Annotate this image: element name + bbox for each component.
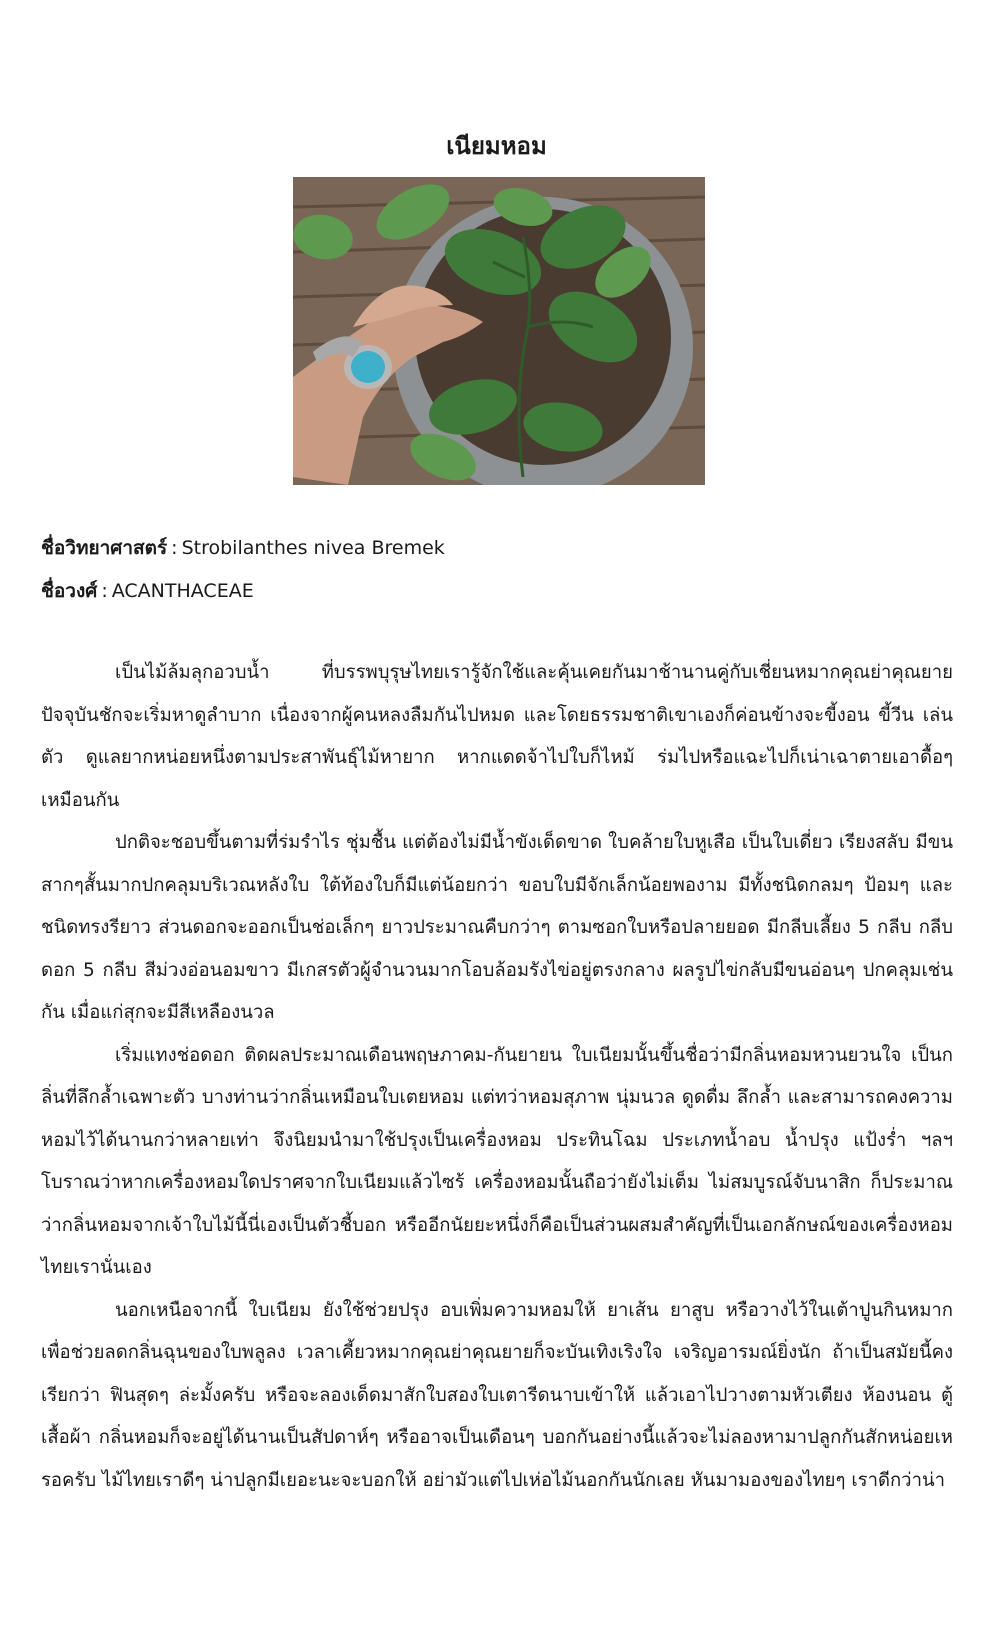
family-name-row xyxy=(41,570,961,613)
scientific-name-row xyxy=(41,527,961,570)
page-title: เนียมหอม xyxy=(446,132,547,160)
paragraph: เริ่มแทงช่อดอก ติดผลประมาณเดือนพฤษภาคม-กันยายน ใบเนียมนั้นขึ้นชื่อว่ามีกลิ่นหอมหวนยวนใจ เป็นกลิ่นที่ลึกล้ำเฉพาะตัว บางท่านว่ากลิ่นเหมือนใบเตยหอม แต่ทว่าหอมสุภาพ นุ่มนวล ดูดดื่ม ลึกล้ำ และสามารถคงความหอมไว้ได้นานกว่าหลายเท่า จึงนิยมนำมาใช้ปรุงเป็นเครื่องหอม ประทินโฉม ประเภทน้ำอบ น้ำปรุง แป้งร่ำ ฯลฯ โบราณว่าหากเครื่องหอมใดปราศจากใบเนียมแล้วไซร้ เครื่องหอมนั้นถือว่ายังไม่เต็ม ไม่สมบูรณ์จับนาสิก ก็ประมาณว่ากลิ่นหอมจากเจ้าใบไม้นี้นี่เองเป็นตัวชี้บอก หรืออีกนัยยะหนึ่งก็คือเป็นส่วนผสมสำคัญที่เป็นเอกลักษณ์ของเครื่องหอมไทยเรานั่นเอง xyxy=(41,1044,953,1278)
paragraph: ปกติจะชอบขึ้นตามที่ร่มรำไร ชุ่มชื้น แต่ต้องไม่มีน้ำขังเด็ดขาด ใบคล้ายใบหูเสือ เป็นใบเดี่ยว เรียงสลับ มีขนสากๆสั้นมากปกคลุมบริเวณหลังใบ ใต้ท้องใบก็มีแต่น้อยกว่า ขอบใบมีจักเล็กน้อยพองาม มีทั้งชนิดกลมๆ ป้อมๆ และชนิดทรงรียาว ส่วนดอกจะออกเป็นช่อเล็กๆ ยาวประมาณคืบกว่าๆ ตามซอกใบหรือปลายยอด มีกลีบเลี้ยง 5 กลีบ กลีบดอก 5 กลีบ สีม่วงอ่อนอมขาว มีเกสรตัวผู้จำนวนมากโอบล้อมรังไข่อยู่ตรงกลาง ผลรูปไข่กลับมีขนอ่อนๆ ปกคลุมเช่นกัน เมื่อแก่สุกจะมีสีเหลืองนวล xyxy=(41,832,953,1023)
family-name-label: ชื่อวงศ์ xyxy=(41,580,98,602)
herb-photo-icon xyxy=(293,177,705,485)
plant-info xyxy=(41,527,961,613)
scientific-name-value: Strobilanthes nivea Bremek xyxy=(181,537,445,559)
herb-photo xyxy=(293,177,705,485)
scientific-name-separator: : xyxy=(171,537,178,559)
paragraph: เป็นไม้ล้มลุกอวบน้ำ ที่บรรพบุรุษไทยเรารู้จักใช้และคุ้นเคยกันมาช้านานคู่กับเชี่ยนหมากคุณย่าคุณยาย ปัจจุบันชักจะเริ่มหาดูลำบาก เนื่องจากผู้คนหลงลืมกันไปหมด และโดยธรรมชาติเขาเองก็ค่อนข้างจะขี้งอน ขี้วีน เล่นตัว ดูแลยากหน่อยหนึ่งตามประสาพันธุ์ไม้หายาก หากแดดจ้าไปใบก็ไหม้ ร่มไปหรือแฉะไปก็เน่าเฉาตายเอาดื้อๆ เหมือนกัน xyxy=(41,662,953,811)
family-name-separator: : xyxy=(101,580,108,602)
paragraph: นอกเหนือจากนี้ ใบเนียม ยังใช้ช่วยปรุง อบเพิ่มความหอมให้ ยาเส้น ยาสูบ หรือวางไว้ในเต้าปูนกินหมาก เพื่อช่วยลดกลิ่นฉุนของใบพลูลง เวลาเคี้ยวหมากคุณย่าคุณยายก็จะบันเทิงเริงใจ เจริญอารมณ์ยิ่งนัก ถ้าเป็นสมัยนี้คงเรียกว่า ฟินสุดๆ ล่ะมั้งครับ หรือจะลองเด็ดมาสักใบสองใบเตารีดนาบเข้าให้ แล้วเอาไปวางตามหัวเตียง ห้องนอน ตู้เสื้อผ้า กลิ่นหอมก็จะอยู่ได้นานเป็นสัปดาห์ๆ หรืออาจเป็นเดือนๆ บอกกันอย่างนี้แล้วจะไม่ลองหามาปลูกกันสักหน่อยเหรอครับ ไม้ไทยเราดีๆ น่าปลูกมีเยอะนะจะบอกให้ อย่ามัวแต่ไปเห่อไม้นอกกันนักเลย หันมามองของไทยๆ เราดีกว่าน่า xyxy=(41,1299,953,1491)
scientific-name-label: ชื่อวิทยาศาสตร์ xyxy=(41,537,168,559)
article-body xyxy=(41,652,953,1502)
family-name-value: ACANTHACEAE xyxy=(111,580,254,602)
